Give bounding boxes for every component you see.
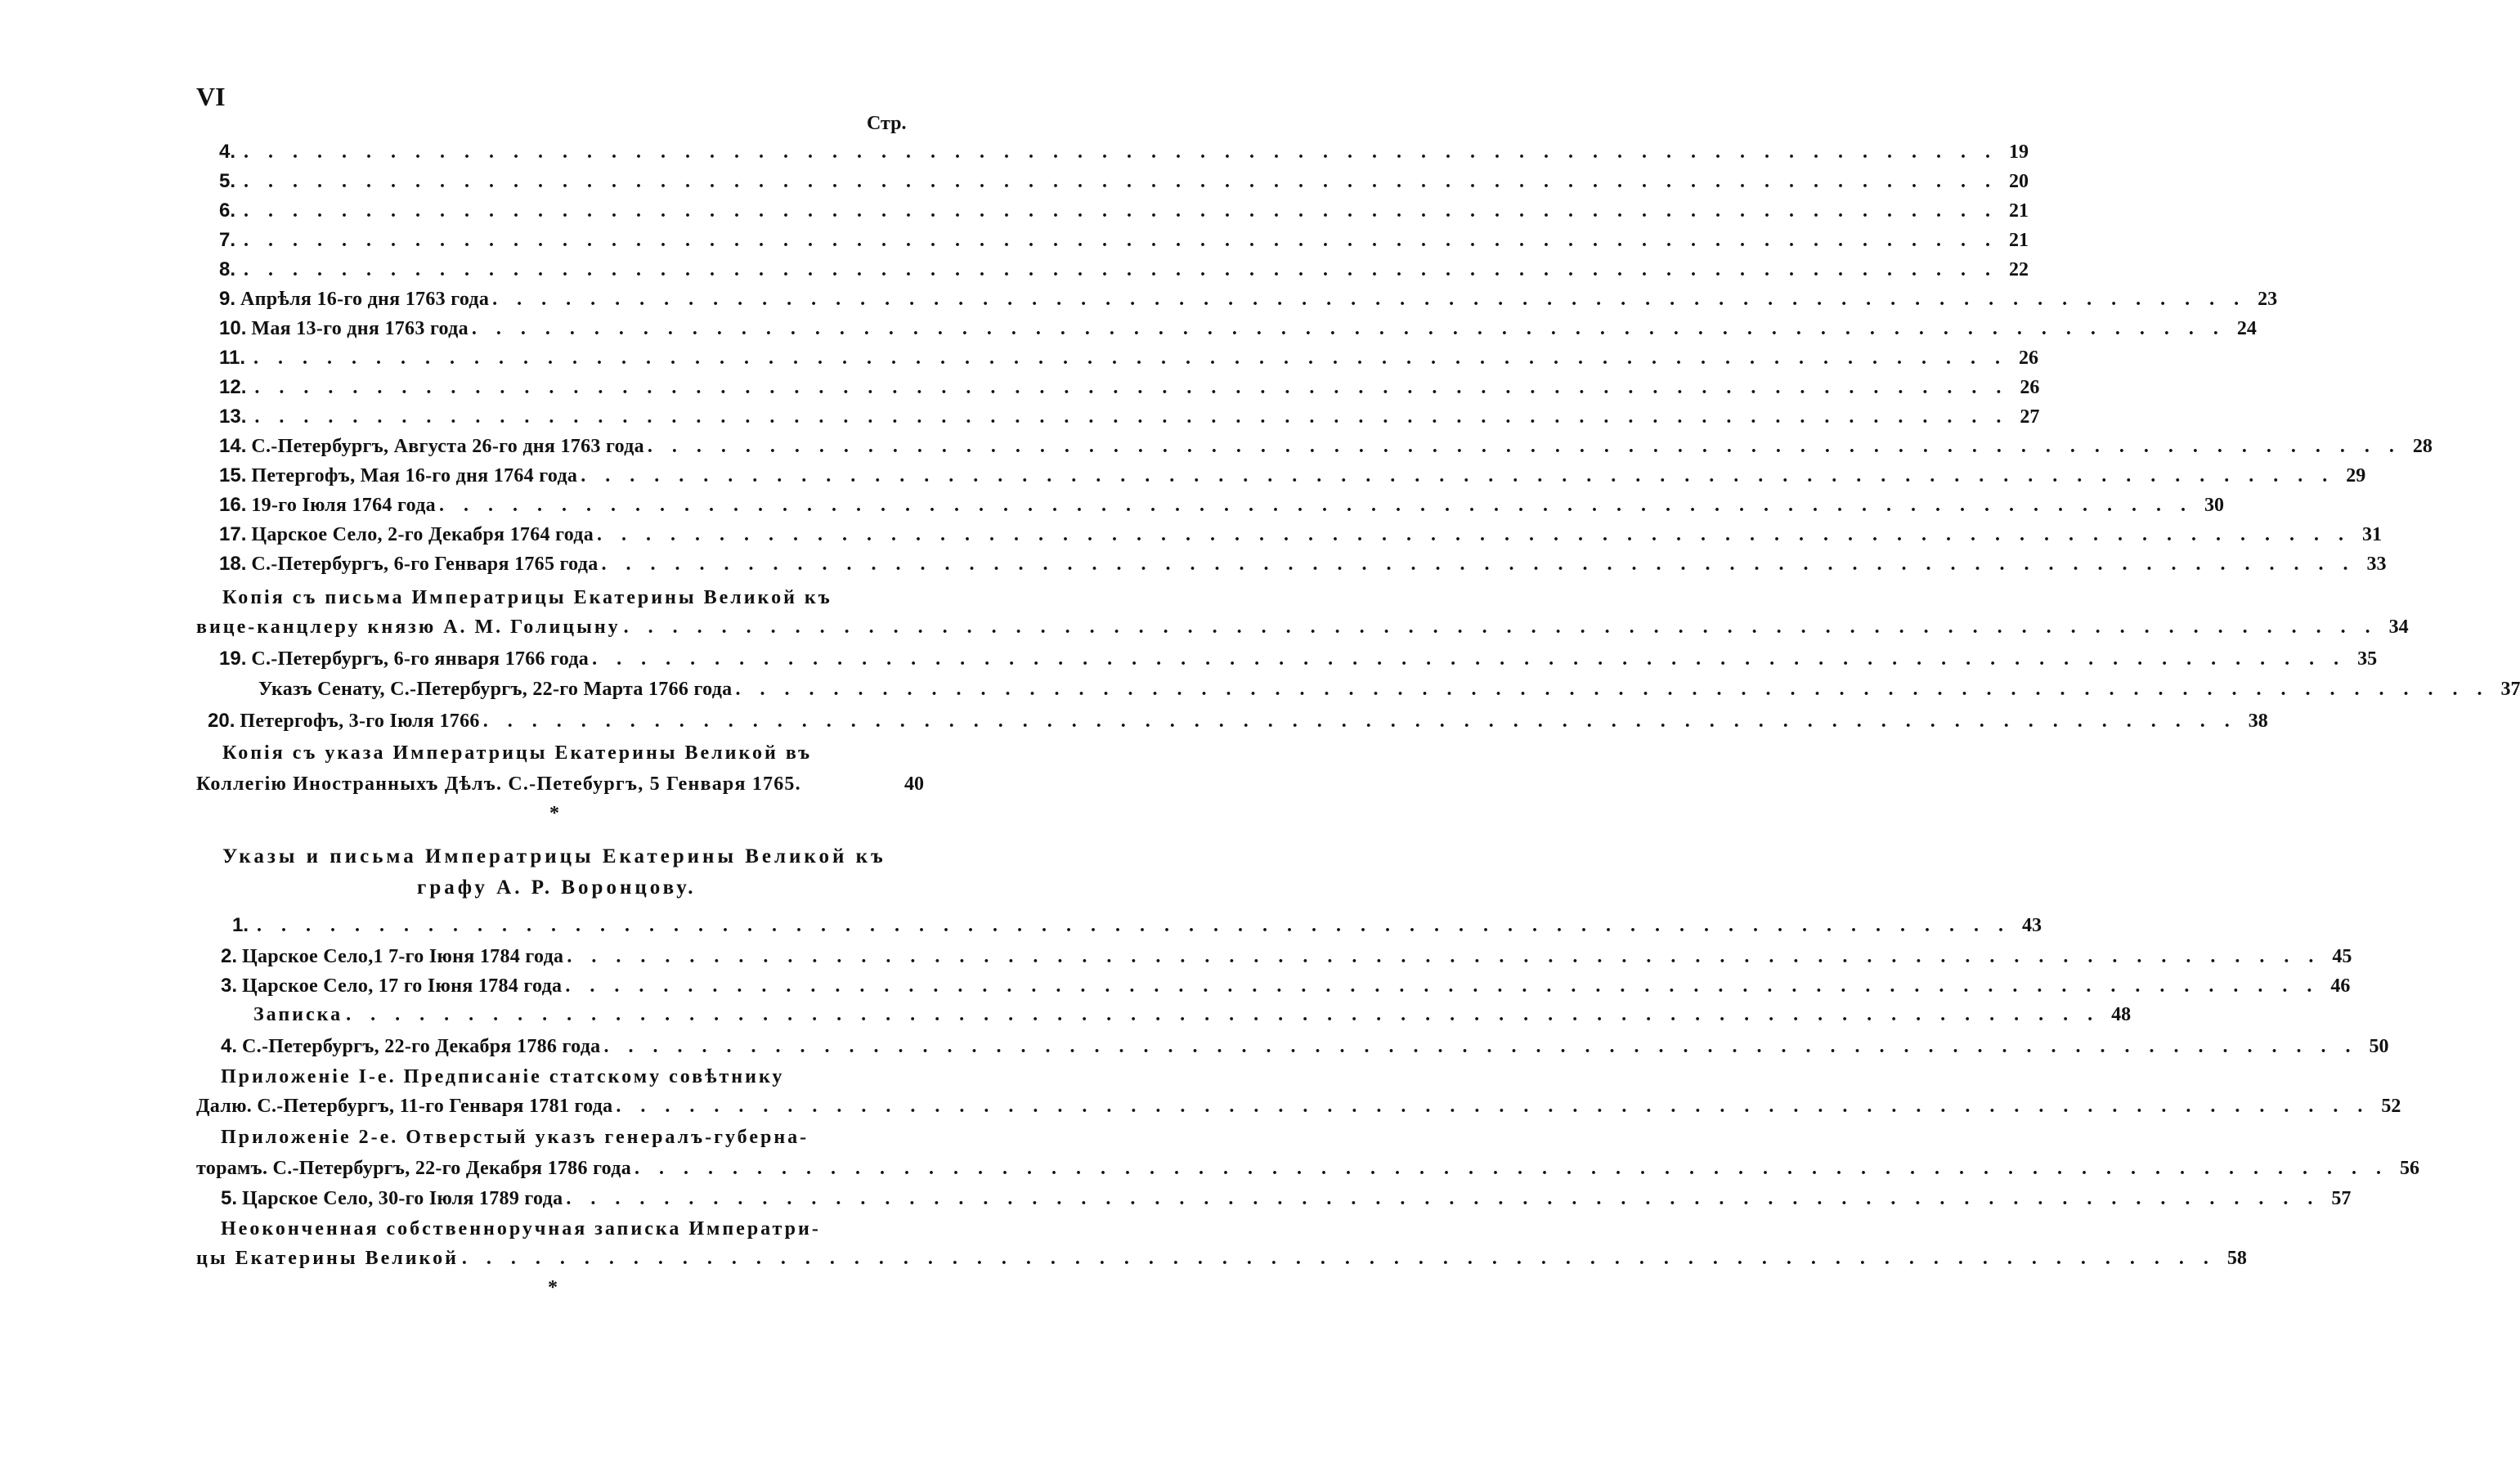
page-number: VI	[196, 82, 226, 111]
leader-dots	[257, 915, 2011, 937]
entry-page: 43	[2022, 915, 2042, 936]
entry-text: Записка	[253, 1004, 343, 1025]
leader-dots	[254, 406, 2008, 428]
leader-dots	[244, 141, 1998, 164]
entry-number: 20.	[208, 710, 235, 732]
toc-entry	[219, 406, 2040, 435]
entry-number: 4.	[219, 141, 236, 163]
entry-page: 31	[2362, 524, 2383, 545]
entry-page: 34	[2388, 616, 2409, 638]
toc-entry	[219, 464, 2366, 494]
leader-dots	[567, 946, 2320, 968]
entry-number: 8.	[219, 258, 236, 280]
entry-page: 30	[2204, 495, 2224, 516]
toc-entry	[221, 1035, 2389, 1065]
entry-page: 48	[2111, 1004, 2132, 1025]
leader-dots	[616, 1096, 2370, 1118]
leader-dots	[634, 1158, 2388, 1180]
leader-dots	[492, 289, 2246, 311]
leader-dots	[462, 1248, 2216, 1270]
entry-page: 56	[2400, 1158, 2420, 1179]
section-heading-line1: Указы и письма Императрицы Екатерины Великой къ	[222, 845, 886, 867]
toc-entry	[219, 258, 2029, 288]
copy-letter-line2: вице-канцлеру князю А. М. Голицыну	[196, 616, 621, 638]
entry-text: Царское Село, 17 го Іюня 1784 года	[242, 975, 563, 997]
entry-text: Царское Село, 30-го Іюля 1789 года	[242, 1188, 563, 1209]
unfinished-note-line1: Неоконченная собственноручная записка Императри-	[221, 1218, 821, 1240]
toc-entry	[219, 523, 2383, 553]
entry-number: 10.	[219, 317, 247, 339]
entry-number: 15.	[219, 464, 247, 486]
entry-page: 52	[2381, 1096, 2401, 1117]
entry-page: 29	[2346, 465, 2366, 486]
entry-page: 21	[2009, 230, 2029, 251]
toc-entry	[219, 317, 2257, 347]
entry-page: 40	[904, 773, 924, 795]
entry-page: 57	[2331, 1188, 2352, 1209]
toc-entry	[219, 141, 2029, 170]
leader-dots	[472, 318, 2226, 340]
entry-page: 26	[2019, 347, 2039, 369]
toc-entry	[221, 945, 2352, 975]
leader-dots	[244, 171, 1998, 193]
entry-number: 3.	[221, 975, 238, 997]
toc-entry	[232, 914, 2042, 944]
toc-entry	[219, 170, 2029, 200]
leader-dots	[624, 616, 2378, 639]
toc-entry-appendix2	[196, 1158, 2420, 1187]
entry-page: 26	[2020, 377, 2040, 398]
entry-number: 5.	[221, 1187, 238, 1209]
entry-text: Апрѣля 16-го дня 1763 года	[240, 289, 490, 310]
entry-page: 24	[2236, 318, 2257, 339]
appendix1-line1: Приложеніе I-е. Предписаніе статскому совѣтнику	[221, 1066, 785, 1087]
toc-entry-appendix1	[196, 1096, 2401, 1125]
toc-entry	[219, 200, 2029, 229]
section-separator: *	[548, 1277, 558, 1298]
entry-page: 38	[2248, 711, 2268, 732]
entry-number: 18.	[219, 553, 247, 575]
copy-ukaz-line2: Коллегію Иностранныхъ Дѣлъ. С.-Петебургъ, 5 Генваря 1765.	[196, 773, 801, 795]
leader-dots	[244, 200, 1998, 222]
leader-dots	[603, 1036, 2357, 1058]
leader-dots	[346, 1004, 2100, 1026]
leader-dots	[244, 230, 1998, 252]
copy-ukaz-line1: Копія съ указа Императрицы Екатерины Великой въ	[222, 742, 813, 764]
entry-text: 19-го Іюля 1764 года	[251, 495, 436, 516]
toc-entry	[219, 553, 2387, 582]
toc-entry-ukaz	[258, 679, 2520, 708]
entry-page: 19	[2009, 141, 2029, 163]
entry-text: Указъ Сенату, С.-Петербургъ, 22-го Марта 1766 года	[258, 679, 733, 700]
entry-number: 11.	[219, 347, 246, 369]
entry-number: 17.	[219, 523, 247, 545]
entry-page: 23	[2258, 289, 2278, 310]
entry-text: Мая 13-го дня 1763 года	[251, 318, 469, 339]
entry-number: 9.	[219, 288, 236, 310]
leader-dots	[581, 465, 2334, 487]
toc-entry-unfinished-note	[196, 1248, 2247, 1277]
entry-text: С.-Петербургъ, 6-го Генваря 1765 года	[251, 554, 599, 575]
entry-text: Царское Село,1 7-го Іюня 1784 года	[242, 946, 564, 967]
toc-entry-zapiska	[253, 1004, 2132, 1033]
leader-dots	[566, 1188, 2320, 1210]
leader-dots	[439, 495, 2193, 517]
entry-page: 21	[2009, 200, 2029, 222]
entry-number: 4.	[221, 1035, 238, 1057]
entry-number: 5.	[219, 170, 236, 192]
leader-dots	[735, 679, 2489, 701]
entry-text: Петергофъ, Мая 16-го дня 1764 года	[251, 465, 578, 486]
entry-text: С.-Петербургъ, Августа 26-го дня 1763 года	[251, 436, 644, 457]
toc-entry	[208, 710, 2268, 739]
entry-page: 45	[2332, 946, 2352, 967]
toc-entry	[221, 975, 2351, 1004]
entry-page: 46	[2330, 975, 2351, 997]
toc-entry	[219, 648, 2378, 677]
toc-entry-copy-ukaz	[196, 773, 924, 803]
entry-number: 6.	[219, 200, 236, 222]
leader-dots	[254, 377, 2008, 399]
toc-entry	[219, 229, 2029, 258]
toc-entry	[219, 435, 2433, 464]
section-heading-line2: графу А. Р. Воронцову.	[417, 876, 697, 899]
leader-dots	[602, 554, 2356, 576]
entry-number: 19.	[219, 648, 247, 670]
toc-entry-copy-letter	[196, 616, 2409, 646]
appendix2-line1: Приложеніе 2-е. Отверстый указъ генералъ-губерна-	[221, 1127, 809, 1148]
entry-page: 22	[2009, 259, 2029, 280]
entry-text: Царское Село, 2-го Декабря 1764 года	[251, 524, 594, 545]
entry-number: 12.	[219, 376, 247, 398]
appendix2-line2: торамъ. С.-Петербургъ, 22-го Декабря 1786 года	[196, 1158, 632, 1179]
entry-page: 35	[2357, 648, 2378, 670]
toc-entry	[219, 494, 2224, 523]
entry-page: 33	[2366, 554, 2387, 575]
leader-dots	[648, 436, 2401, 458]
entry-number: 7.	[219, 229, 236, 251]
leader-dots	[244, 259, 1998, 281]
section-separator: *	[549, 803, 559, 824]
copy-letter-line1: Копія съ письма Императрицы Екатерины Великой къ	[222, 587, 832, 608]
page-column-header: Стр.	[867, 113, 907, 134]
entry-number: 13.	[219, 406, 247, 428]
entry-page: 20	[2009, 171, 2029, 192]
entry-page: 27	[2020, 406, 2040, 428]
leader-dots	[597, 524, 2351, 546]
entry-page: 28	[2412, 436, 2433, 457]
leader-dots	[592, 648, 2346, 670]
toc-entry	[219, 347, 2039, 376]
toc-entry	[221, 1187, 2352, 1217]
appendix1-line2: Далю. С.-Петербургъ, 11-го Генваря 1781 года	[196, 1096, 613, 1117]
leader-dots	[483, 711, 2237, 733]
entry-text: С.-Петербургъ, 6-го января 1766 года	[251, 648, 590, 670]
entry-text: Петергофъ, 3-го Іюля 1766	[240, 711, 480, 732]
entry-number: 14.	[219, 435, 247, 457]
leader-dots	[565, 975, 2319, 998]
toc-entry	[219, 376, 2040, 406]
leader-dots	[253, 347, 2007, 370]
entry-number: 1.	[232, 914, 249, 936]
entry-text: С.-Петербургъ, 22-го Декабря 1786 года	[242, 1036, 601, 1057]
entry-page: 50	[2369, 1036, 2389, 1057]
entry-page: 58	[2226, 1248, 2247, 1269]
toc-entry	[219, 288, 2278, 317]
entry-page: 37	[2500, 679, 2520, 700]
entry-number: 16.	[219, 494, 247, 516]
entry-number: 2.	[221, 945, 238, 967]
unfinished-note-line2: цы Екатерины Великой	[196, 1248, 459, 1269]
